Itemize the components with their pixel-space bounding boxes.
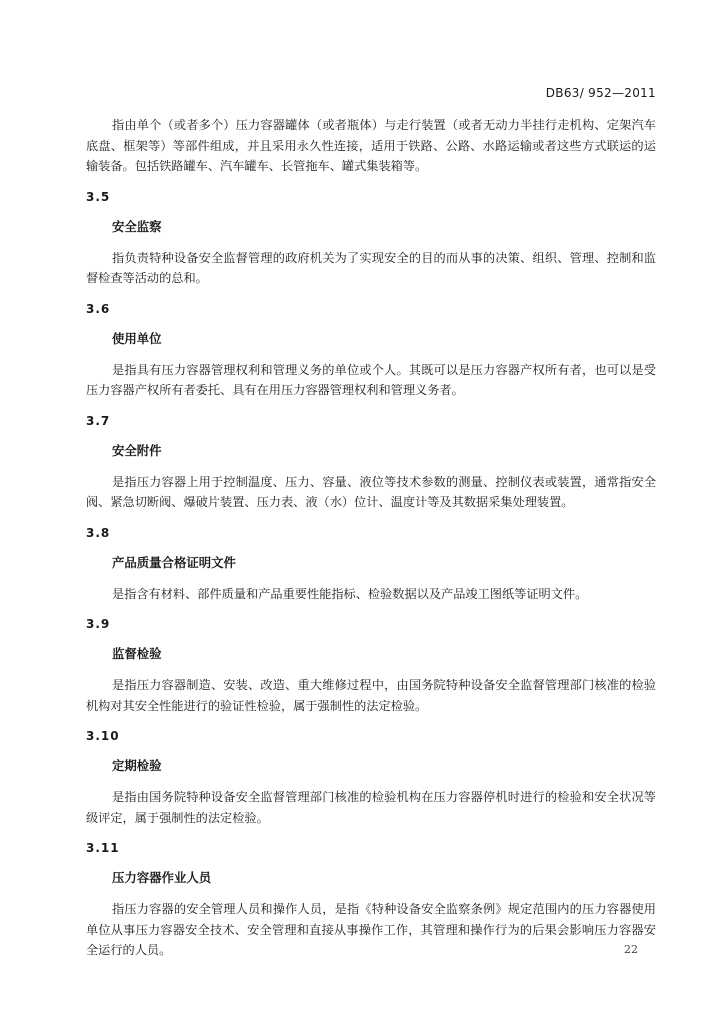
section-3-9 bbox=[86, 617, 656, 716]
standard-code: DB63/ 952—2011 bbox=[545, 86, 656, 100]
section-term: 使用单位 bbox=[112, 330, 162, 346]
section-term: 定期检验 bbox=[112, 758, 162, 773]
section-definition: 是指压力容器制造、安装、改造、重大维修过程中，由国务院特种设备安全监督管理部门核准的检验机构对其安全性能进行的验证性检验，属于强制性的法定检验。 bbox=[86, 678, 656, 713]
section-definition: 是指压力容器上用于控制温度、压力、容量、液位等技术参数的测量、控制仪表或装置，通常指安全阀、紧急切断阀、爆破片装置、压力表、液（水）位计、温度计等及其数据采集处理装置。 bbox=[86, 474, 656, 509]
section-definition: 指压力容器的安全管理人员和操作人员，是指《特种设备安全监察条例》规定范围内的压力容器使用单位从事压力容器安全技术、安全管理和直接从事操作工作，其管理和操作行为的后果会影响压力容器安全运行的人员。 bbox=[86, 902, 656, 957]
section-term: 安全监察 bbox=[112, 218, 162, 234]
section-definition: 是指由国务院特种设备安全监督管理部门核准的检验机构在压力容器停机时进行的检验和安全状况等级评定，属于强制性的法定检验。 bbox=[86, 790, 656, 825]
section-number: 3.9 bbox=[86, 617, 111, 631]
section-3-11 bbox=[86, 841, 656, 961]
intro-paragraph: 指由单个（或者多个）压力容器罐体（或者瓶体）与走行装置（或者无动力半挂行走机构、定架汽车底盘、框架等）等部件组成，并且采用永久性连接，适用于铁路、公路、水路运输或者这些方式联运的运输装备。包括铁路罐车、汽车罐车、长管拖车、罐式集装箱等。 bbox=[86, 118, 656, 173]
section-number: 3.5 bbox=[86, 189, 111, 204]
section-term: 产品质量合格证明文件 bbox=[112, 554, 236, 570]
section-number: 3.8 bbox=[86, 525, 111, 540]
section-3-6 bbox=[86, 302, 656, 401]
section-term: 监督检验 bbox=[112, 646, 162, 661]
section-3-7 bbox=[86, 414, 656, 513]
section-3-5 bbox=[86, 190, 656, 289]
section-number: 3.10 bbox=[86, 729, 120, 743]
section-number: 3.6 bbox=[86, 301, 111, 316]
section-term: 安全附件 bbox=[112, 442, 162, 458]
section-number: 3.11 bbox=[86, 841, 120, 855]
section-definition: 是指含有材料、部件质量和产品重要性能指标、检验数据以及产品竣工图纸等证明文件。 bbox=[112, 586, 588, 601]
section-3-8 bbox=[86, 526, 656, 605]
section-3-10 bbox=[86, 729, 656, 828]
section-number: 3.7 bbox=[86, 413, 111, 428]
page-number: 22 bbox=[624, 943, 638, 956]
section-term: 压力容器作业人员 bbox=[112, 870, 212, 885]
section-definition: 是指具有压力容器管理权利和管理义务的单位或个人。其既可以是压力容器产权所有者，也可以是受压力容器产权所有者委托、具有在用压力容器管理权利和管理义务者。 bbox=[86, 362, 656, 397]
document-content bbox=[86, 115, 656, 974]
section-definition: 指负责特种设备安全监督管理的政府机关为了实现安全的目的而从事的决策、组织、管理、控制和监督检查等活动的总和。 bbox=[86, 250, 656, 285]
